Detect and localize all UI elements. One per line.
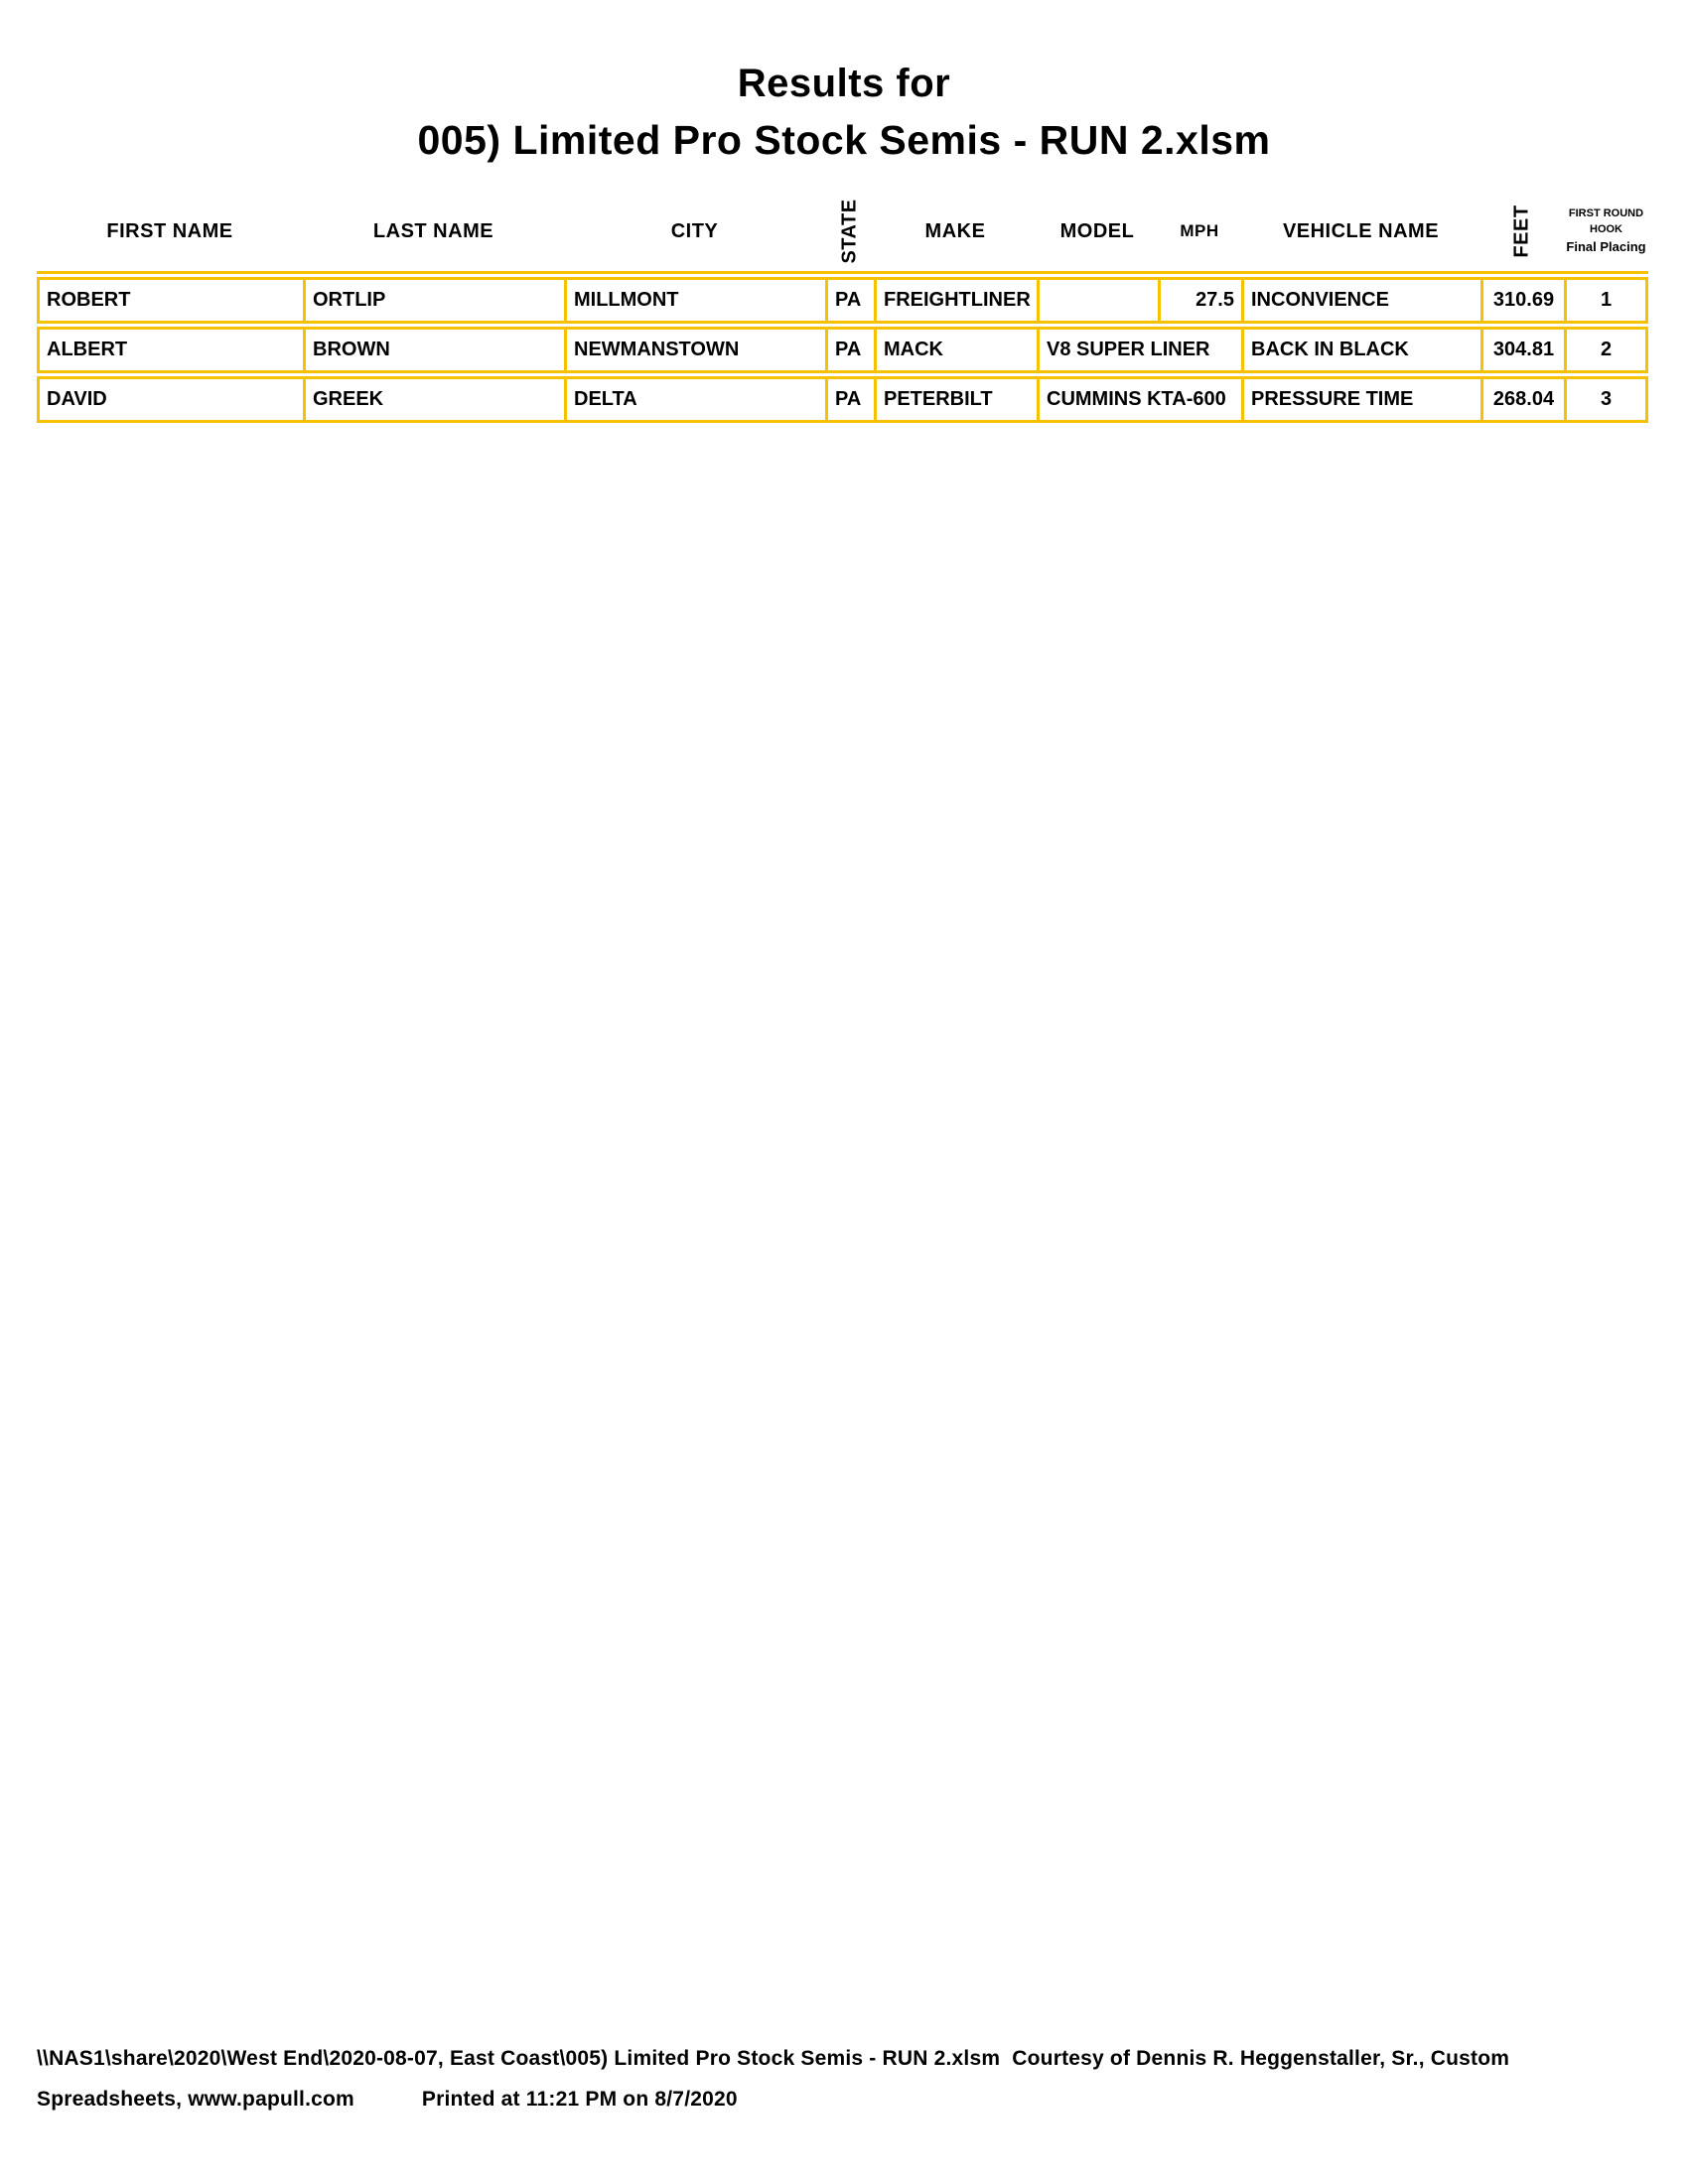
footer-website: Spreadsheets, www.papull.com	[37, 2088, 354, 2111]
col-header-last-name: LAST NAME	[303, 192, 564, 274]
col-header-first-round-hook	[1564, 192, 1648, 274]
cell-placing: 2	[1564, 327, 1648, 373]
table-row	[37, 376, 1648, 423]
table-row	[37, 277, 1648, 324]
footer	[37, 2047, 1651, 2112]
cell-placing: 3	[1564, 376, 1648, 423]
hook-header-line2: HOOK	[1590, 222, 1622, 235]
cell-model: CUMMINS KTA-600	[1037, 376, 1241, 423]
cell-vehicle-name: INCONVIENCE	[1241, 277, 1480, 324]
cell-make: MACK	[874, 327, 1037, 373]
page-title: Results for	[737, 62, 951, 105]
col-header-city: CITY	[564, 192, 825, 274]
results-table	[37, 189, 1648, 426]
cell-last-name: ORTLIP	[303, 277, 564, 324]
col-header-vehicle-name: VEHICLE NAME	[1241, 192, 1480, 274]
cell-city: NEWMANSTOWN	[564, 327, 825, 373]
cell-vehicle-name: BACK IN BLACK	[1241, 327, 1480, 373]
cell-feet: 304.81	[1480, 327, 1564, 373]
cell-last-name: BROWN	[303, 327, 564, 373]
col-header-first-name: FIRST NAME	[37, 192, 303, 274]
hook-header-line3: Final Placing	[1566, 238, 1646, 254]
footer-line2	[37, 2088, 1651, 2112]
col-header-make: MAKE	[874, 192, 1037, 274]
cell-model: V8 SUPER LINER	[1037, 327, 1241, 373]
footer-file-path: \\NAS1\share\2020\West End\2020-08-07, East Coast\005) Limited Pro Stock Semis - RUN 2.xlsm Courtesy of Dennis R. Heggenstaller, Sr., Custom	[37, 2047, 1510, 2070]
cell-state: PA	[825, 327, 874, 373]
hook-header-line1: FIRST ROUND	[1568, 206, 1644, 219]
cell-make: PETERBILT	[874, 376, 1037, 423]
cell-feet: 310.69	[1480, 277, 1564, 324]
cell-feet: 268.04	[1480, 376, 1564, 423]
cell-first-name: DAVID	[37, 376, 303, 423]
cell-model	[1037, 277, 1158, 324]
table-header-row	[37, 192, 1648, 274]
col-header-model: MODEL	[1037, 192, 1158, 274]
cell-first-name: ROBERT	[37, 277, 303, 324]
table-row	[37, 327, 1648, 373]
cell-city: MILLMONT	[564, 277, 825, 324]
cell-state: PA	[825, 376, 874, 423]
state-vertical-label: STATE	[838, 199, 860, 264]
cell-first-name: ALBERT	[37, 327, 303, 373]
col-header-feet	[1480, 192, 1564, 274]
cell-last-name: GREEK	[303, 376, 564, 423]
col-header-state	[825, 192, 874, 274]
cell-state: PA	[825, 277, 874, 324]
footer-printed-at: Printed at 11:21 PM on 8/7/2020	[421, 2088, 738, 2111]
cell-placing: 1	[1564, 277, 1648, 324]
results-table-container	[37, 189, 1648, 426]
col-header-mph: MPH	[1158, 192, 1241, 274]
page-subtitle: 005) Limited Pro Stock Semis - RUN 2.xlsm	[417, 117, 1271, 163]
cell-mph: 27.5	[1158, 277, 1241, 324]
feet-vertical-label: FEET	[1510, 205, 1533, 258]
cell-city: DELTA	[564, 376, 825, 423]
cell-make: FREIGHTLINER	[874, 277, 1037, 324]
cell-vehicle-name: PRESSURE TIME	[1241, 376, 1480, 423]
